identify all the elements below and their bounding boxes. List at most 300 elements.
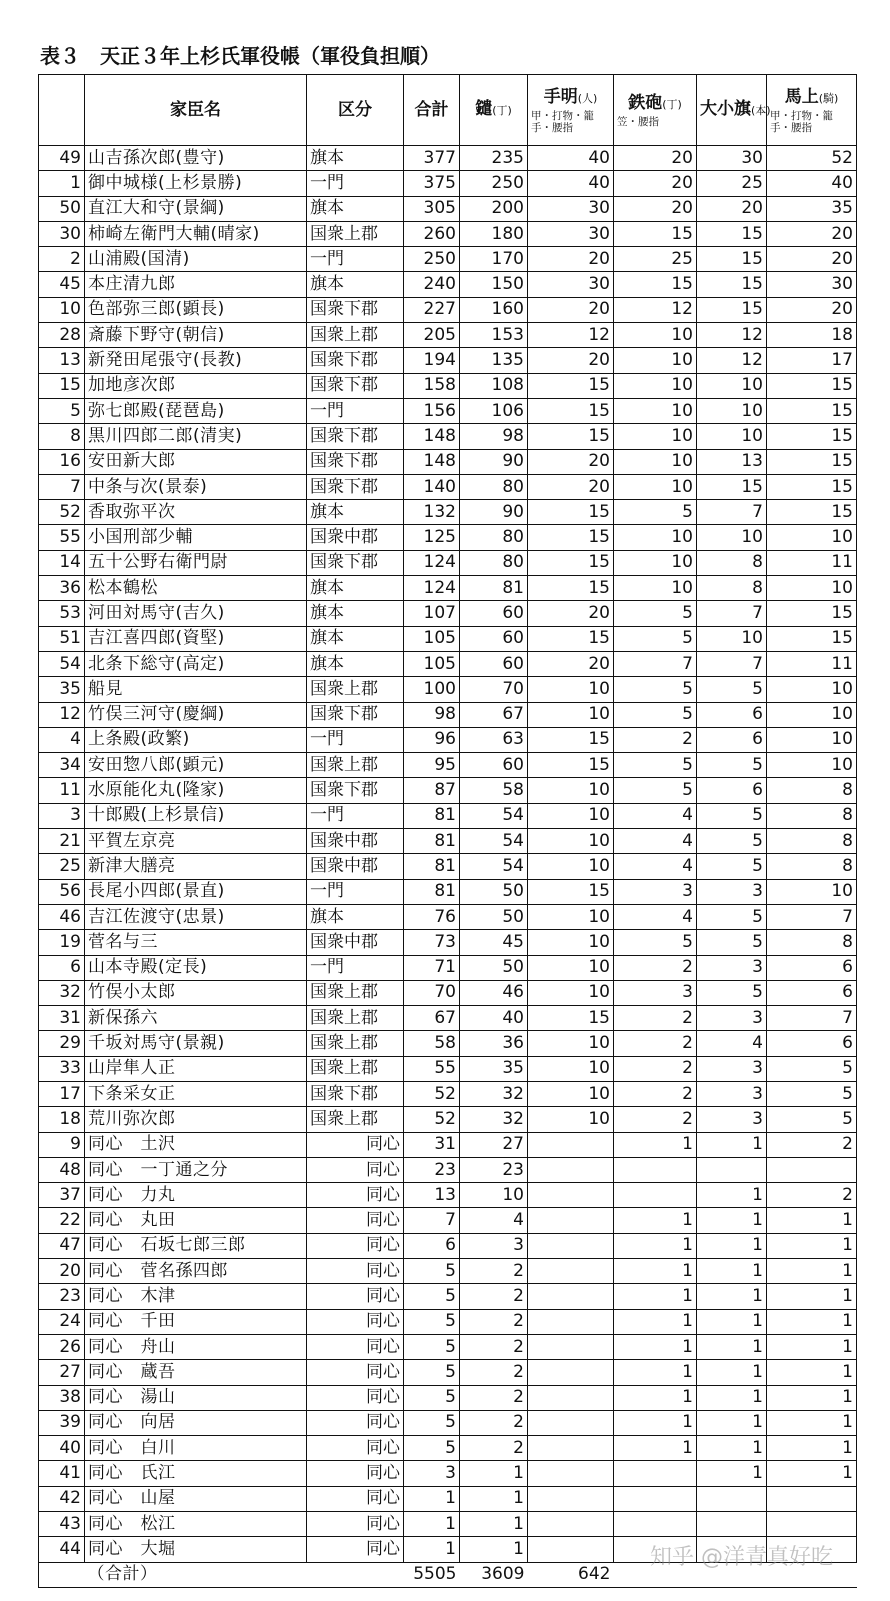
cell-total: 23 — [404, 1157, 460, 1182]
cell-no: 38 — [39, 1385, 85, 1410]
cell-no: 28 — [39, 323, 85, 348]
cell-yari: 23 — [460, 1157, 528, 1182]
cell-temei: 40 — [528, 146, 614, 171]
cell-temei: 20 — [528, 601, 614, 626]
cell-category: 同心 — [307, 1259, 404, 1284]
table-row — [39, 449, 857, 474]
cell-bajo: 35 — [767, 196, 857, 221]
cell-total: 3 — [404, 1461, 460, 1486]
cell-total: 7 — [404, 1208, 460, 1233]
table-row — [39, 626, 857, 651]
cell-temei — [528, 1132, 614, 1157]
cell-bajo: 15 — [767, 373, 857, 398]
cell-bajo: 5 — [767, 1056, 857, 1081]
table-row — [39, 753, 857, 778]
table-row — [39, 500, 857, 525]
cell-total: 305 — [404, 196, 460, 221]
cell-name: 同心 山屋 — [85, 1486, 307, 1511]
cell-temei — [528, 1537, 614, 1562]
cell-no: 1 — [39, 171, 85, 196]
cell-total: 1 — [404, 1486, 460, 1511]
cell-yari: 90 — [460, 500, 528, 525]
cell-bajo: 1 — [767, 1259, 857, 1284]
cell-temei: 15 — [528, 1006, 614, 1031]
cell-total: 5 — [404, 1385, 460, 1410]
table-row — [39, 1259, 857, 1284]
cell-daisho: 6 — [697, 702, 767, 727]
cell-category: 旗本 — [307, 601, 404, 626]
cell-bajo: 1 — [767, 1334, 857, 1359]
cell-total: 5 — [404, 1284, 460, 1309]
cell-temei: 10 — [528, 702, 614, 727]
cell-temei: 30 — [528, 221, 614, 246]
cell-teppo: 5 — [614, 753, 697, 778]
cell-daisho: 10 — [697, 525, 767, 550]
cell-yari: 81 — [460, 576, 528, 601]
cell-temei: 15 — [528, 398, 614, 423]
cell-bajo: 5 — [767, 1081, 857, 1106]
cell-teppo: 1 — [614, 1360, 697, 1385]
totals-total: 5505 — [404, 1562, 460, 1587]
cell-yari: 45 — [460, 930, 528, 955]
totals-category — [307, 1562, 404, 1587]
table-row — [39, 1486, 857, 1511]
cell-daisho: 6 — [697, 778, 767, 803]
cell-yari: 60 — [460, 626, 528, 651]
cell-yari: 2 — [460, 1410, 528, 1435]
header-teppo-note: 笠・腰指 — [617, 116, 659, 128]
cell-no: 2 — [39, 247, 85, 272]
cell-category: 国衆下郡 — [307, 348, 404, 373]
cell-name: 柿崎左衛門大輔(晴家) — [85, 221, 307, 246]
cell-name: 新津大膳亮 — [85, 854, 307, 879]
watermark: 知乎 @洋青真好吃 — [650, 1545, 833, 1570]
cell-daisho: 15 — [697, 297, 767, 322]
cell-teppo: 5 — [614, 626, 697, 651]
cell-yari: 60 — [460, 651, 528, 676]
cell-teppo: 1 — [614, 1233, 697, 1258]
header-bajo-label: 馬上 — [784, 87, 819, 107]
cell-yari: 2 — [460, 1436, 528, 1461]
cell-daisho: 3 — [697, 955, 767, 980]
cell-category: 同心 — [307, 1132, 404, 1157]
cell-yari: 106 — [460, 398, 528, 423]
cell-yari: 2 — [460, 1284, 528, 1309]
cell-teppo: 2 — [614, 727, 697, 752]
cell-total: 76 — [404, 904, 460, 929]
cell-daisho: 15 — [697, 272, 767, 297]
cell-no: 54 — [39, 651, 85, 676]
cell-temei: 20 — [528, 449, 614, 474]
cell-teppo: 20 — [614, 196, 697, 221]
cell-name: 菅名与三 — [85, 930, 307, 955]
cell-name: 同心 力丸 — [85, 1183, 307, 1208]
cell-teppo: 10 — [614, 550, 697, 575]
cell-no: 29 — [39, 1031, 85, 1056]
header-yari-label: 鑓 — [475, 99, 493, 119]
cell-category: 同心 — [307, 1512, 404, 1537]
cell-yari: 170 — [460, 247, 528, 272]
cell-yari: 36 — [460, 1031, 528, 1056]
cell-teppo: 1 — [614, 1385, 697, 1410]
cell-bajo: 6 — [767, 980, 857, 1005]
table-row — [39, 1461, 857, 1486]
cell-teppo: 1 — [614, 1259, 697, 1284]
cell-temei: 15 — [528, 525, 614, 550]
header-no — [39, 75, 85, 146]
cell-no: 37 — [39, 1183, 85, 1208]
cell-teppo — [614, 1486, 697, 1511]
cell-temei: 10 — [528, 955, 614, 980]
cell-category: 国衆下郡 — [307, 424, 404, 449]
cell-name: 船見 — [85, 677, 307, 702]
table-row — [39, 1031, 857, 1056]
cell-yari: 2 — [460, 1334, 528, 1359]
table-title: 表３ 天正３年上杉氏軍役帳（軍役負担順） — [40, 44, 440, 68]
cell-yari: 58 — [460, 778, 528, 803]
header-name: 家臣名 — [85, 75, 307, 146]
cell-daisho: 1 — [697, 1461, 767, 1486]
cell-daisho — [697, 1512, 767, 1537]
cell-category: 国衆上郡 — [307, 323, 404, 348]
cell-category: 国衆下郡 — [307, 702, 404, 727]
cell-bajo: 15 — [767, 500, 857, 525]
cell-temei: 30 — [528, 272, 614, 297]
cell-no: 55 — [39, 525, 85, 550]
cell-temei — [528, 1208, 614, 1233]
cell-total: 124 — [404, 576, 460, 601]
cell-no: 46 — [39, 904, 85, 929]
cell-temei: 10 — [528, 677, 614, 702]
cell-no: 3 — [39, 803, 85, 828]
cell-daisho: 15 — [697, 247, 767, 272]
header-temei-label: 手明 — [543, 87, 578, 107]
cell-yari: 2 — [460, 1385, 528, 1410]
cell-teppo: 1 — [614, 1132, 697, 1157]
cell-teppo: 20 — [614, 146, 697, 171]
cell-name: 水原能化丸(隆家) — [85, 778, 307, 803]
cell-bajo: 1 — [767, 1309, 857, 1334]
table-row — [39, 1056, 857, 1081]
cell-daisho: 1 — [697, 1183, 767, 1208]
cell-temei: 20 — [528, 651, 614, 676]
cell-temei: 15 — [528, 879, 614, 904]
cell-name: 山本寺殿(定長) — [85, 955, 307, 980]
cell-category: 国衆中郡 — [307, 829, 404, 854]
header-temei — [528, 75, 614, 146]
cell-bajo: 40 — [767, 171, 857, 196]
cell-no: 49 — [39, 146, 85, 171]
cell-total: 67 — [404, 1006, 460, 1031]
cell-no: 16 — [39, 449, 85, 474]
cell-name: 長尾小四郎(景直) — [85, 879, 307, 904]
cell-category: 国衆上郡 — [307, 753, 404, 778]
totals-temei: 642 — [528, 1562, 614, 1587]
cell-no: 44 — [39, 1537, 85, 1562]
table-row — [39, 1309, 857, 1334]
cell-name: 直江大和守(景綱) — [85, 196, 307, 221]
cell-category: 国衆下郡 — [307, 297, 404, 322]
cell-category: 一門 — [307, 171, 404, 196]
cell-bajo: 18 — [767, 323, 857, 348]
table-row — [39, 1132, 857, 1157]
cell-yari: 32 — [460, 1081, 528, 1106]
cell-daisho — [697, 1157, 767, 1182]
cell-yari: 27 — [460, 1132, 528, 1157]
cell-category: 旗本 — [307, 272, 404, 297]
table-row — [39, 1208, 857, 1233]
cell-bajo: 7 — [767, 904, 857, 929]
cell-daisho: 1 — [697, 1132, 767, 1157]
table-row — [39, 424, 857, 449]
cell-category: 同心 — [307, 1385, 404, 1410]
cell-yari: 2 — [460, 1309, 528, 1334]
table-row — [39, 171, 857, 196]
cell-daisho: 1 — [697, 1436, 767, 1461]
cell-teppo: 10 — [614, 474, 697, 499]
table-row — [39, 930, 857, 955]
table-row — [39, 398, 857, 423]
cell-total: 81 — [404, 829, 460, 854]
table-row — [39, 348, 857, 373]
table-row — [39, 1233, 857, 1258]
cell-temei: 10 — [528, 1081, 614, 1106]
cell-daisho: 3 — [697, 879, 767, 904]
cell-bajo: 15 — [767, 601, 857, 626]
cell-total: 6 — [404, 1233, 460, 1258]
header-teppo-label: 鉄砲 — [628, 93, 663, 113]
cell-no: 42 — [39, 1486, 85, 1511]
cell-no: 15 — [39, 373, 85, 398]
table-row — [39, 1334, 857, 1359]
cell-daisho: 3 — [697, 1081, 767, 1106]
cell-bajo: 10 — [767, 702, 857, 727]
cell-bajo: 6 — [767, 1031, 857, 1056]
cell-name: 同心 氏江 — [85, 1461, 307, 1486]
cell-bajo: 2 — [767, 1183, 857, 1208]
cell-teppo: 1 — [614, 1410, 697, 1435]
cell-temei: 10 — [528, 1056, 614, 1081]
cell-total: 240 — [404, 272, 460, 297]
cell-bajo: 10 — [767, 879, 857, 904]
cell-no: 4 — [39, 727, 85, 752]
cell-teppo: 2 — [614, 1031, 697, 1056]
cell-name: 同心 土沢 — [85, 1132, 307, 1157]
cell-daisho: 1 — [697, 1360, 767, 1385]
cell-bajo: 10 — [767, 727, 857, 752]
cell-total: 140 — [404, 474, 460, 499]
cell-temei: 10 — [528, 1031, 614, 1056]
cell-category: 一門 — [307, 879, 404, 904]
cell-total: 96 — [404, 727, 460, 752]
cell-category: 一門 — [307, 803, 404, 828]
cell-yari: 3 — [460, 1233, 528, 1258]
header-row — [39, 75, 857, 146]
cell-daisho: 5 — [697, 854, 767, 879]
cell-category: 旗本 — [307, 651, 404, 676]
cell-total: 125 — [404, 525, 460, 550]
cell-yari: 54 — [460, 803, 528, 828]
cell-name: 同心 木津 — [85, 1284, 307, 1309]
cell-yari: 200 — [460, 196, 528, 221]
cell-yari: 50 — [460, 955, 528, 980]
cell-teppo: 5 — [614, 702, 697, 727]
cell-yari: 67 — [460, 702, 528, 727]
cell-daisho: 1 — [697, 1233, 767, 1258]
cell-temei: 15 — [528, 576, 614, 601]
header-temei-unit: (人) — [577, 92, 598, 105]
cell-teppo: 2 — [614, 1107, 697, 1132]
cell-daisho: 3 — [697, 1006, 767, 1031]
cell-daisho: 30 — [697, 146, 767, 171]
cell-yari: 80 — [460, 474, 528, 499]
cell-yari: 1 — [460, 1537, 528, 1562]
cell-daisho: 15 — [697, 221, 767, 246]
cell-total: 52 — [404, 1081, 460, 1106]
cell-teppo: 4 — [614, 854, 697, 879]
table-row — [39, 297, 857, 322]
cell-name: 新保孫六 — [85, 1006, 307, 1031]
cell-bajo: 15 — [767, 474, 857, 499]
cell-no: 31 — [39, 1006, 85, 1031]
cell-temei: 15 — [528, 373, 614, 398]
cell-teppo: 12 — [614, 297, 697, 322]
cell-category: 旗本 — [307, 626, 404, 651]
cell-name: 新発田尾張守(長教) — [85, 348, 307, 373]
cell-category: 国衆中郡 — [307, 930, 404, 955]
cell-no: 20 — [39, 1259, 85, 1284]
cell-no: 21 — [39, 829, 85, 854]
cell-category: 国衆中郡 — [307, 854, 404, 879]
cell-teppo: 7 — [614, 651, 697, 676]
table-row — [39, 879, 857, 904]
cell-yari: 46 — [460, 980, 528, 1005]
cell-temei — [528, 1309, 614, 1334]
cell-teppo: 1 — [614, 1436, 697, 1461]
header-daisho-unit: (本) — [751, 104, 771, 117]
cell-name: 竹俣小太郎 — [85, 980, 307, 1005]
cell-category: 同心 — [307, 1208, 404, 1233]
cell-yari: 40 — [460, 1006, 528, 1031]
cell-bajo: 8 — [767, 778, 857, 803]
cell-name: 同心 大堀 — [85, 1537, 307, 1562]
table-row — [39, 702, 857, 727]
cell-bajo: 11 — [767, 550, 857, 575]
cell-name: 同心 向居 — [85, 1410, 307, 1435]
cell-total: 5 — [404, 1259, 460, 1284]
cell-teppo: 5 — [614, 601, 697, 626]
header-yari — [460, 75, 528, 146]
cell-no: 6 — [39, 955, 85, 980]
cell-bajo: 1 — [767, 1284, 857, 1309]
cell-category: 同心 — [307, 1436, 404, 1461]
cell-daisho: 5 — [697, 930, 767, 955]
table-row — [39, 727, 857, 752]
cell-name: 山浦殿(国清) — [85, 247, 307, 272]
cell-daisho: 25 — [697, 171, 767, 196]
cell-bajo: 1 — [767, 1360, 857, 1385]
table-row — [39, 1385, 857, 1410]
cell-daisho: 12 — [697, 323, 767, 348]
cell-name: 色部弥三郎(顕長) — [85, 297, 307, 322]
cell-yari: 60 — [460, 601, 528, 626]
cell-name: 同心 蔵吾 — [85, 1360, 307, 1385]
table-row — [39, 1284, 857, 1309]
cell-yari: 10 — [460, 1183, 528, 1208]
cell-category: 国衆下郡 — [307, 550, 404, 575]
table-body — [39, 146, 857, 1563]
cell-daisho: 1 — [697, 1385, 767, 1410]
cell-daisho: 6 — [697, 727, 767, 752]
cell-teppo: 25 — [614, 247, 697, 272]
cell-yari: 80 — [460, 525, 528, 550]
cell-daisho: 5 — [697, 803, 767, 828]
cell-bajo: 1 — [767, 1385, 857, 1410]
cell-category: 旗本 — [307, 146, 404, 171]
cell-no: 32 — [39, 980, 85, 1005]
table-row — [39, 576, 857, 601]
cell-category: 同心 — [307, 1183, 404, 1208]
cell-teppo: 10 — [614, 576, 697, 601]
table-row — [39, 980, 857, 1005]
cell-category: 同心 — [307, 1157, 404, 1182]
cell-category: 国衆上郡 — [307, 1006, 404, 1031]
table-row — [39, 1436, 857, 1461]
cell-yari: 2 — [460, 1360, 528, 1385]
cell-category: 国衆下郡 — [307, 778, 404, 803]
cell-no: 10 — [39, 297, 85, 322]
header-bajo — [767, 75, 857, 146]
table-row — [39, 854, 857, 879]
cell-yari: 54 — [460, 829, 528, 854]
table-row — [39, 525, 857, 550]
cell-name: 黒川四郎二郎(清実) — [85, 424, 307, 449]
table-row — [39, 323, 857, 348]
cell-category: 一門 — [307, 955, 404, 980]
cell-teppo: 4 — [614, 829, 697, 854]
cell-daisho: 5 — [697, 980, 767, 1005]
cell-bajo: 1 — [767, 1410, 857, 1435]
table-row — [39, 1183, 857, 1208]
cell-teppo: 5 — [614, 500, 697, 525]
cell-teppo: 10 — [614, 373, 697, 398]
cell-daisho: 13 — [697, 449, 767, 474]
cell-daisho: 10 — [697, 626, 767, 651]
cell-total: 71 — [404, 955, 460, 980]
cell-yari: 108 — [460, 373, 528, 398]
header-teppo-unit: (丁) — [662, 98, 682, 111]
cell-yari: 250 — [460, 171, 528, 196]
cell-name: 小国刑部少輔 — [85, 525, 307, 550]
cell-teppo: 4 — [614, 904, 697, 929]
table-row — [39, 373, 857, 398]
table-row — [39, 955, 857, 980]
header-daisho-label: 大小旗 — [700, 99, 751, 119]
cell-daisho: 5 — [697, 677, 767, 702]
cell-yari: 235 — [460, 146, 528, 171]
cell-category: 同心 — [307, 1486, 404, 1511]
cell-name: 加地彦次郎 — [85, 373, 307, 398]
table-row — [39, 1360, 857, 1385]
cell-category: 旗本 — [307, 904, 404, 929]
cell-total: 194 — [404, 348, 460, 373]
cell-bajo: 52 — [767, 146, 857, 171]
header-total: 合計 — [404, 75, 460, 146]
cell-no: 52 — [39, 500, 85, 525]
cell-no: 7 — [39, 474, 85, 499]
cell-bajo: 1 — [767, 1208, 857, 1233]
cell-name: 下条采女正 — [85, 1081, 307, 1106]
